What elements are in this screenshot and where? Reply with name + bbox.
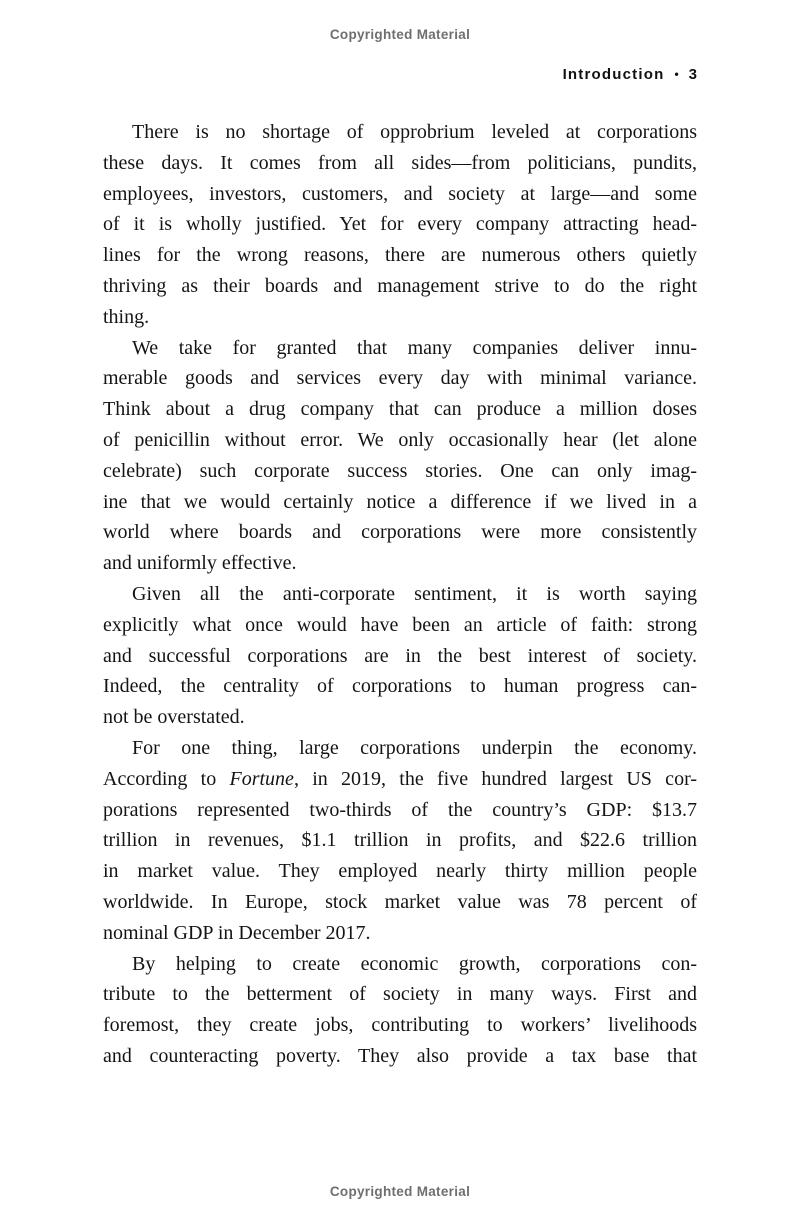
text-line: these days. It comes from all sides—from politicians, pundits, <box>103 151 697 174</box>
text-line: Indeed, the centrality of corporations to human progress can- <box>103 675 697 698</box>
page-number: 3 <box>688 66 697 83</box>
paragraph-3 <box>103 579 697 733</box>
text-line: of it is wholly justified. Yet for every company attracting head- <box>103 213 697 236</box>
text-line: of penicillin without error. We only occasionally hear (let alone <box>103 428 697 451</box>
paragraph-5 <box>103 949 697 1072</box>
text-line: There is no shortage of opprobrium leveled at corporations <box>132 121 697 143</box>
text-line: and uniformly effective. <box>103 552 297 575</box>
italic-book-title: Fortune <box>229 767 294 790</box>
text-line: not be overstated. <box>103 706 245 729</box>
text-line: and counteracting poverty. They also provide a tax base that <box>103 1044 697 1067</box>
paragraph-2 <box>103 333 697 579</box>
text-line: thing. <box>103 305 150 328</box>
text-line: By helping to create economic growth, corporations con- <box>132 952 697 975</box>
text-line: thriving as their boards and management strive to do the right <box>103 274 697 297</box>
text-line: celebrate) such corporate success stories. One can only imag- <box>103 459 697 482</box>
text-line: trillion in revenues, $1.1 trillion in profits, and $22.6 trillion <box>103 829 697 852</box>
text-line: Given all the anti-corporate sentiment, it is worth saying <box>132 582 697 605</box>
bullet-separator: • <box>674 67 679 81</box>
text-line: We take for granted that many companies deliver innu- <box>132 336 697 359</box>
text-line: ine that we would certainly notice a difference if we lived in a <box>103 490 697 513</box>
text-line: employees, investors, customers, and society at large—and some <box>103 182 697 205</box>
section-title: Introduction <box>562 66 665 83</box>
text-line: explicitly what once would have been an article of faith: strong <box>103 613 697 636</box>
text-line: worldwide. In Europe, stock market value was 78 percent of <box>103 890 697 913</box>
text-line: Think about a drug company that can produce a million doses <box>103 398 697 421</box>
text-line: in market value. They employed nearly thirty million people <box>103 860 697 883</box>
text-segment: , in 2019, the five hundred largest US cor- <box>293 767 697 790</box>
text-line: foremost, they create jobs, contributing to workers’ livelihoods <box>103 1014 697 1037</box>
paragraph-1 <box>103 117 697 333</box>
text-line <box>103 764 697 795</box>
text-line: world where boards and corporations were more consistently <box>103 521 697 544</box>
text-line: porations represented two-thirds of the country’s GDP: $13.7 <box>103 798 697 821</box>
paragraph-4 <box>103 733 697 949</box>
text-line: merable goods and services every day with minimal variance. <box>103 367 697 390</box>
body-text <box>103 117 697 1072</box>
copyright-notice-top: Copyrighted Material <box>329 27 471 42</box>
running-header <box>563 66 697 83</box>
copyright-notice-bottom: Copyrighted Material <box>329 1184 471 1199</box>
text-line: lines for the wrong reasons, there are numerous others quietly <box>103 244 697 267</box>
text-segment: According to <box>103 767 230 790</box>
text-line: and successful corporations are in the best interest of society. <box>103 644 697 667</box>
text-line: For one thing, large corporations underpin the economy. <box>132 736 697 759</box>
text-line: tribute to the betterment of society in many ways. First and <box>103 983 697 1006</box>
text-line: nominal GDP in December 2017. <box>103 921 371 944</box>
